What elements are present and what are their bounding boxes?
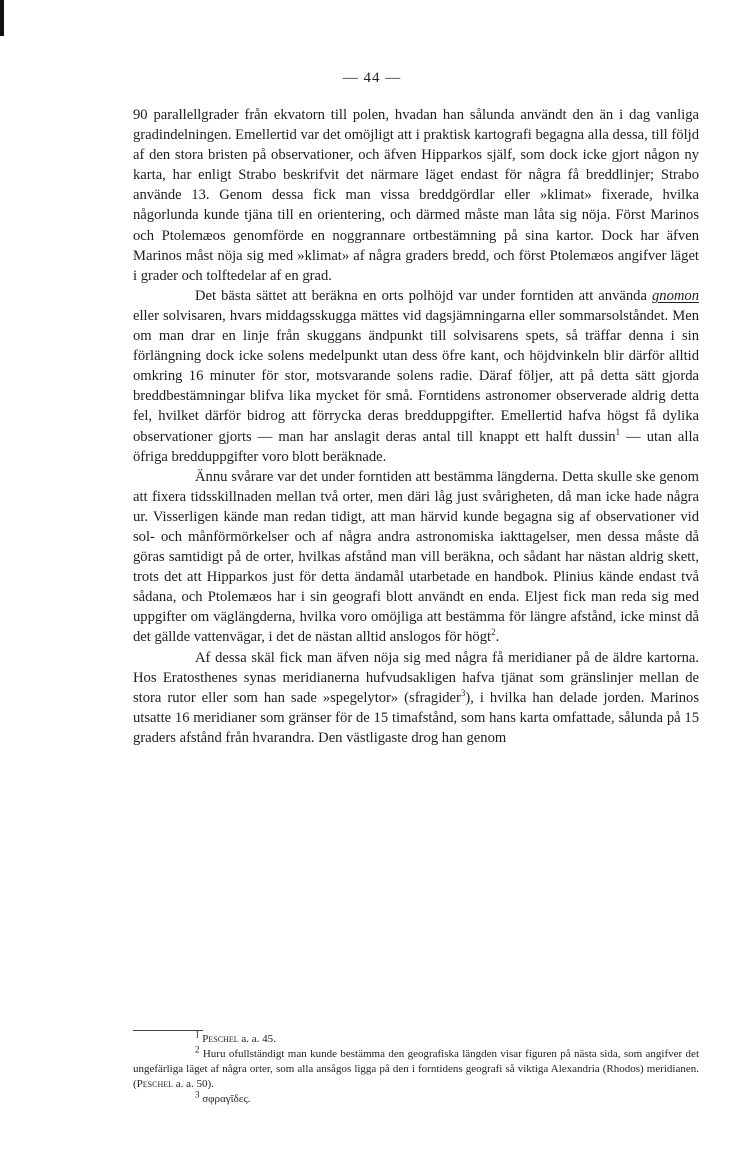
footnote-2-text-end: a. a. 50).: [173, 1078, 214, 1090]
footnote-ref-3[interactable]: 3: [460, 687, 466, 698]
paragraph-4-text-end: ), i hvilka han delade jorden. Marinos utsatte 16 meridianer som gränser för de 15 timafstånd, som hans karta omfattade, sålunda på 15 graders afstånd från hvarandra. Den västligaste drog han genom: [133, 689, 700, 746]
main-text: [133, 105, 699, 748]
footnote-ref-1[interactable]: 1: [615, 426, 621, 437]
footnote-2-text: Huru ofullständigt man kunde bestämma den geografiska längden visar figuren på nästa sida, som angifver det ungefärliga läget af några orter, som alla ansågos ligga på den i forntidens geografi så viktiga Alexandria (Rhodos) meridianen. (: [133, 1048, 699, 1090]
footnote-1: [133, 1029, 699, 1047]
footnote-1-text: a. a. 45.: [238, 1033, 276, 1045]
paragraph-3-text-end: .: [495, 629, 500, 646]
footnote-ref-2[interactable]: 2: [491, 627, 496, 638]
footnote-3-text: σφραγῖδες.: [199, 1093, 251, 1105]
paragraph-2-text-end: — utan alla öfriga bredduppgifter voro blott beräknade.: [133, 428, 699, 465]
footnote-1-author: Peschel: [202, 1033, 239, 1045]
paragraph-4: [133, 648, 699, 748]
paragraph-4-text-start: Af dessa skäl fick man äfven nöja sig med några få meridianer på de äldre kartorna. Hos Eratosthenes synas meridianerna hufvudsakligen hafva tjänat som gränslinjer mellan de stora rutor eller som han sade »spegelytor» (sfragider: [133, 649, 699, 706]
footnotes: [133, 1029, 699, 1107]
scan-edge-mark: [0, 0, 4, 36]
paragraph-2-text-start: Det bästa sättet att beräkna en orts polhöjd var under forntiden att använda: [195, 287, 652, 304]
footnote-1-mark: 1: [195, 1029, 200, 1040]
paragraph-1: 90 parallellgrader från ekvatorn till polen, hvadan han sålunda användt den än i dag vanliga gradindelningen. Emellertid var det omöjligt att i praktisk kartografi begagna alla dessa, till följd af den stora bristen på observationer, och äfven Hipparkos själf, som dock icke gjort någon ny karta, har enligt Strabo beskrifvit det närmare läget endast för några få breddlinjer; Strabo använde 13. Genom dessa fick man vissa breddgördlar eller »klimat» fixerade, hvilka någorlunda kunde tjäna till en orientering, och därmed måste man låta sig nöja. Först Marinos och Ptolemæos genomförde en noggrannare ortbestämning på sina kartor. Dock har äfven Marinos måst nöja sig med »klimat» af några graders bredd, och först Ptolemæos angifver läget i grader och tolftedelar af en grad.: [133, 107, 699, 284]
page-number: — 44 —: [342, 70, 402, 86]
footnote-separator: [133, 1030, 203, 1031]
paragraph-3: [133, 467, 699, 648]
gnomon-term: gnomon: [651, 287, 699, 304]
footnote-2: [133, 1044, 699, 1092]
paragraph-3-text: Ännu svårare var det under forntiden att bestämma längderna. Detta skulle ske genom att fixera tidsskillnaden mellan två orter, men däri låg just svårigheten, då man icke hade några ur. Visserligen kände man redan tidigt, att man härvid kunde begagna sig af observationer vid sol- och månförmörkelser och af några andra astronomiska iakttagelser, men dessa måste då göras samtidigt på de orter, hvilkas afstånd man vill beräkna, och sådant har nästan aldrig skett, trots det att Hipparkos just för detta ändamål utarbetade en handbok. Plinius kände endast två sådana, och Ptolemæos har i sin geografi blott användt en enda. Eljest fick man reda sig med uppgifter om väglängderna, hvilka voro omöjliga att bestämma för längre afstånd, icke minst då det gällde vattenvägar, i det de nästan alltid anslogos för högt: [133, 468, 699, 646]
footnote-2-mark: 2: [195, 1044, 200, 1055]
footnote-3: [133, 1089, 699, 1107]
footnote-3-mark: 3: [195, 1089, 200, 1100]
paragraph-2: [133, 286, 699, 467]
paragraph-2-text-middle: eller solvisaren, hvars middagsskugga mättes vid dagsjämningarna eller sommarsolståndet. Men om man drar en linje från skuggans ändpunkt till solvisarens spets, så träffar denna i sin förlängning dock icke solens medelpunkt utan dess öfre kant, och höjdvinkeln blir därför alltid omkring 16 minuter för stor, motsvarande solens radie. Däraf följer, att på detta sätt gjorda breddbestämningar blifva lika mycket för små. Forntidens astronomer observerade aldrig detta fel, hvilket därför bidrog att förrycka deras bredduppgifter. Emellertid hafva högst få dylika observationer gjorts — man har anslagit deras antal till knappt ett halft dussin: [133, 307, 699, 445]
footnote-2-author: Peschel: [136, 1078, 174, 1090]
